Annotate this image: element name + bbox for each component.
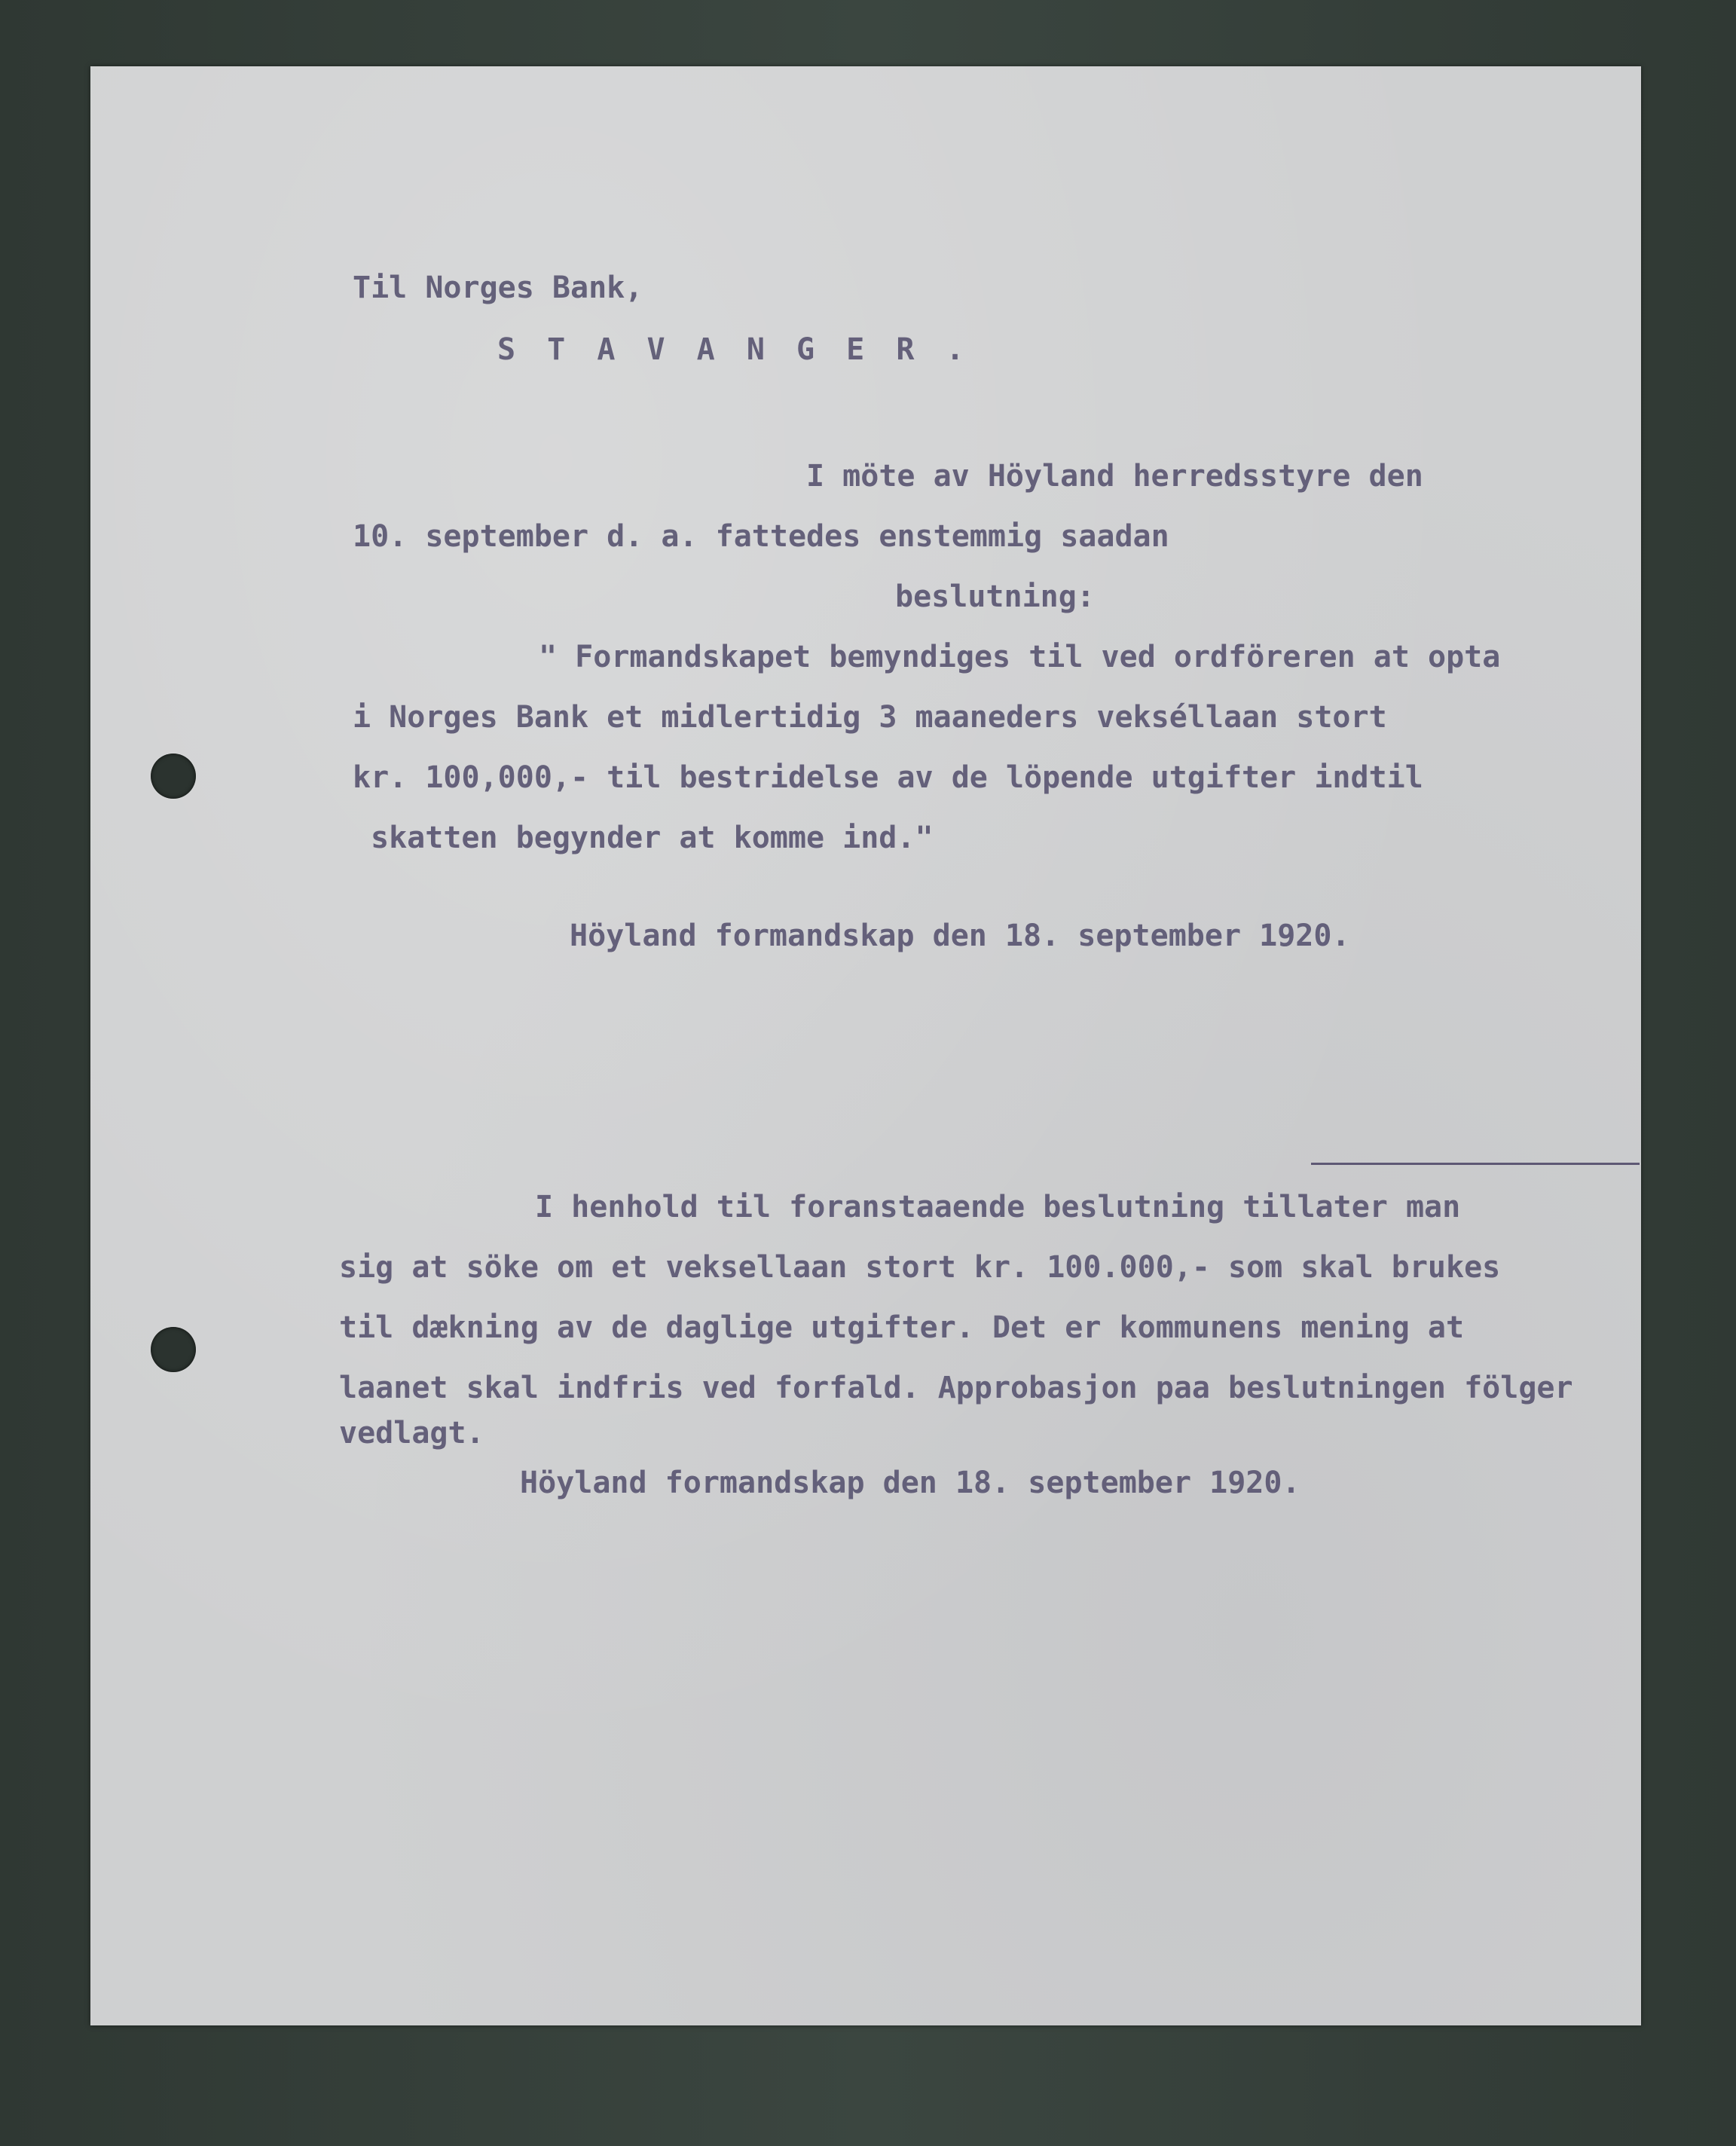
punch-hole-top xyxy=(151,754,196,799)
quote-line-3: kr. 100,000,- til bestridelse av de löpende utgifter indtil xyxy=(353,760,1423,795)
intro-line-1: I möte av Höyland herredsstyre den xyxy=(806,459,1423,494)
application-line-5: vedlagt. xyxy=(339,1416,484,1451)
document-page xyxy=(90,66,1641,2025)
punch-hole-bottom xyxy=(151,1327,196,1372)
application-line-1: I henhold til foranstaaende beslutning tillater man xyxy=(535,1190,1461,1224)
quote-line-1: " Formandskapet bemyndiges til ved ordföreren at opta xyxy=(539,640,1501,674)
quote-line-2: i Norges Bank et midlertidig 3 maaneders vekséllaan stort xyxy=(353,700,1387,735)
application-signoff: Höyland formandskap den 18. september 1920. xyxy=(520,1466,1300,1500)
signature-line xyxy=(1311,1163,1640,1165)
application-line-3: til dækning av de daglige utgifter. Det er kommunens mening at xyxy=(339,1310,1465,1345)
quote-line-4: skatten begynder at komme ind." xyxy=(371,821,934,855)
recipient-line: Til Norges Bank, xyxy=(353,271,643,305)
intro-line-2: 10. september d. a. fattedes enstemmig saadan xyxy=(353,519,1169,554)
resolution-signoff: Höyland formandskap den 18. september 1920. xyxy=(570,919,1350,953)
recipient-city: S T A V A N G E R . xyxy=(497,332,971,367)
application-line-4: laanet skal indfris ved forfald. Approbasjon paa beslutningen fölger xyxy=(339,1371,1573,1405)
resolution-heading: beslutning: xyxy=(895,579,1095,614)
application-line-2: sig at söke om et veksellaan stort kr. 100.000,- som skal brukes xyxy=(339,1250,1501,1285)
